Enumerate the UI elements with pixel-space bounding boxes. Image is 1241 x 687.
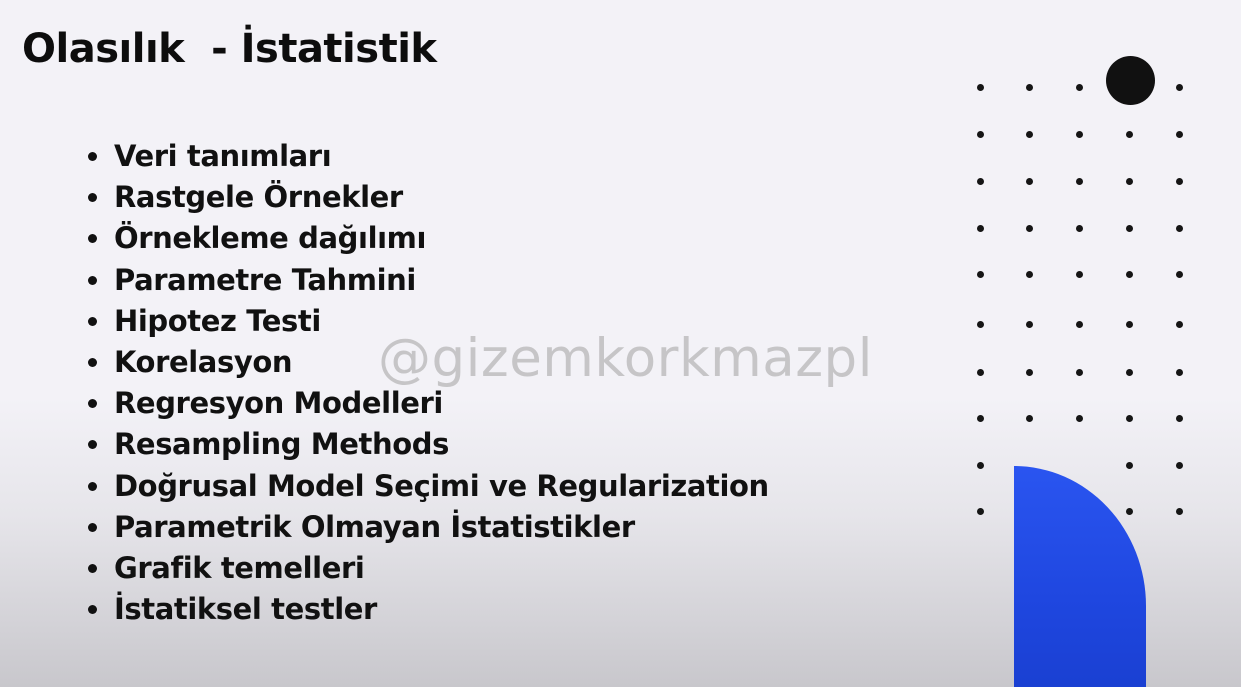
grid-dot [977, 225, 984, 232]
grid-dot [1176, 225, 1183, 232]
slide-title: Olasılık - İstatistik [22, 26, 437, 72]
grid-dot [1176, 131, 1183, 138]
grid-dot [977, 462, 984, 469]
grid-dot [1076, 271, 1083, 278]
grid-dot [1126, 225, 1133, 232]
topic-label: Örnekleme dağılımı [114, 221, 427, 256]
grid-dot [1026, 225, 1033, 232]
grid-dot [1076, 415, 1083, 422]
watermark: @gizemkorkmazpl [378, 328, 873, 389]
grid-dot [977, 415, 984, 422]
grid-dot [1176, 321, 1183, 328]
grid-dot [1126, 178, 1133, 185]
topic-label: Veri tanımları [114, 139, 332, 173]
grid-dot [977, 84, 984, 91]
grid-dot [1076, 369, 1083, 376]
grid-dot [1026, 369, 1033, 376]
grid-dot [1176, 415, 1183, 422]
grid-dot [977, 369, 984, 376]
grid-dot [1076, 321, 1083, 328]
topic-label: İstatiksel testler [114, 592, 377, 627]
grid-dot [1176, 462, 1183, 469]
grid-dot [1026, 84, 1033, 91]
topic-label: Doğrusal Model Seçimi ve Regularization [114, 468, 769, 503]
grid-dot [1176, 369, 1183, 376]
decorative-circle [1106, 56, 1155, 105]
grid-dot [1126, 508, 1133, 515]
grid-dot [1126, 369, 1133, 376]
topic-label: Parametre Tahmini [114, 262, 416, 297]
topic-label: Resampling Methods [114, 427, 449, 462]
grid-dot [1026, 415, 1033, 422]
grid-dot [1026, 321, 1033, 328]
topic-label: Rastgele Örnekler [114, 180, 403, 215]
grid-dot [1076, 225, 1083, 232]
grid-dot [1176, 271, 1183, 278]
grid-dot [977, 178, 984, 185]
topic-label: Parametrik Olmayan İstatistikler [114, 509, 635, 544]
grid-dot [1176, 508, 1183, 515]
topic-label: Grafik temelleri [114, 550, 365, 585]
grid-dot [1076, 131, 1083, 138]
grid-dot [1026, 131, 1033, 138]
grid-dot [1176, 178, 1183, 185]
grid-dot [1026, 271, 1033, 278]
grid-dot [1026, 178, 1033, 185]
grid-dot [977, 508, 984, 515]
topic-label: Regresyon Modelleri [114, 386, 443, 421]
grid-dot [977, 321, 984, 328]
grid-dot [1176, 84, 1183, 91]
topic-label: Hipotez Testi [114, 303, 321, 338]
grid-dot [1126, 462, 1133, 469]
grid-dot [1126, 415, 1133, 422]
grid-dot [1076, 84, 1083, 91]
grid-dot [977, 271, 984, 278]
grid-dot [1076, 178, 1083, 185]
grid-dot [1126, 271, 1133, 278]
grid-dot [1126, 131, 1133, 138]
grid-dot [1126, 321, 1133, 328]
topic-label: Korelasyon [114, 344, 293, 379]
grid-dot [977, 131, 984, 138]
